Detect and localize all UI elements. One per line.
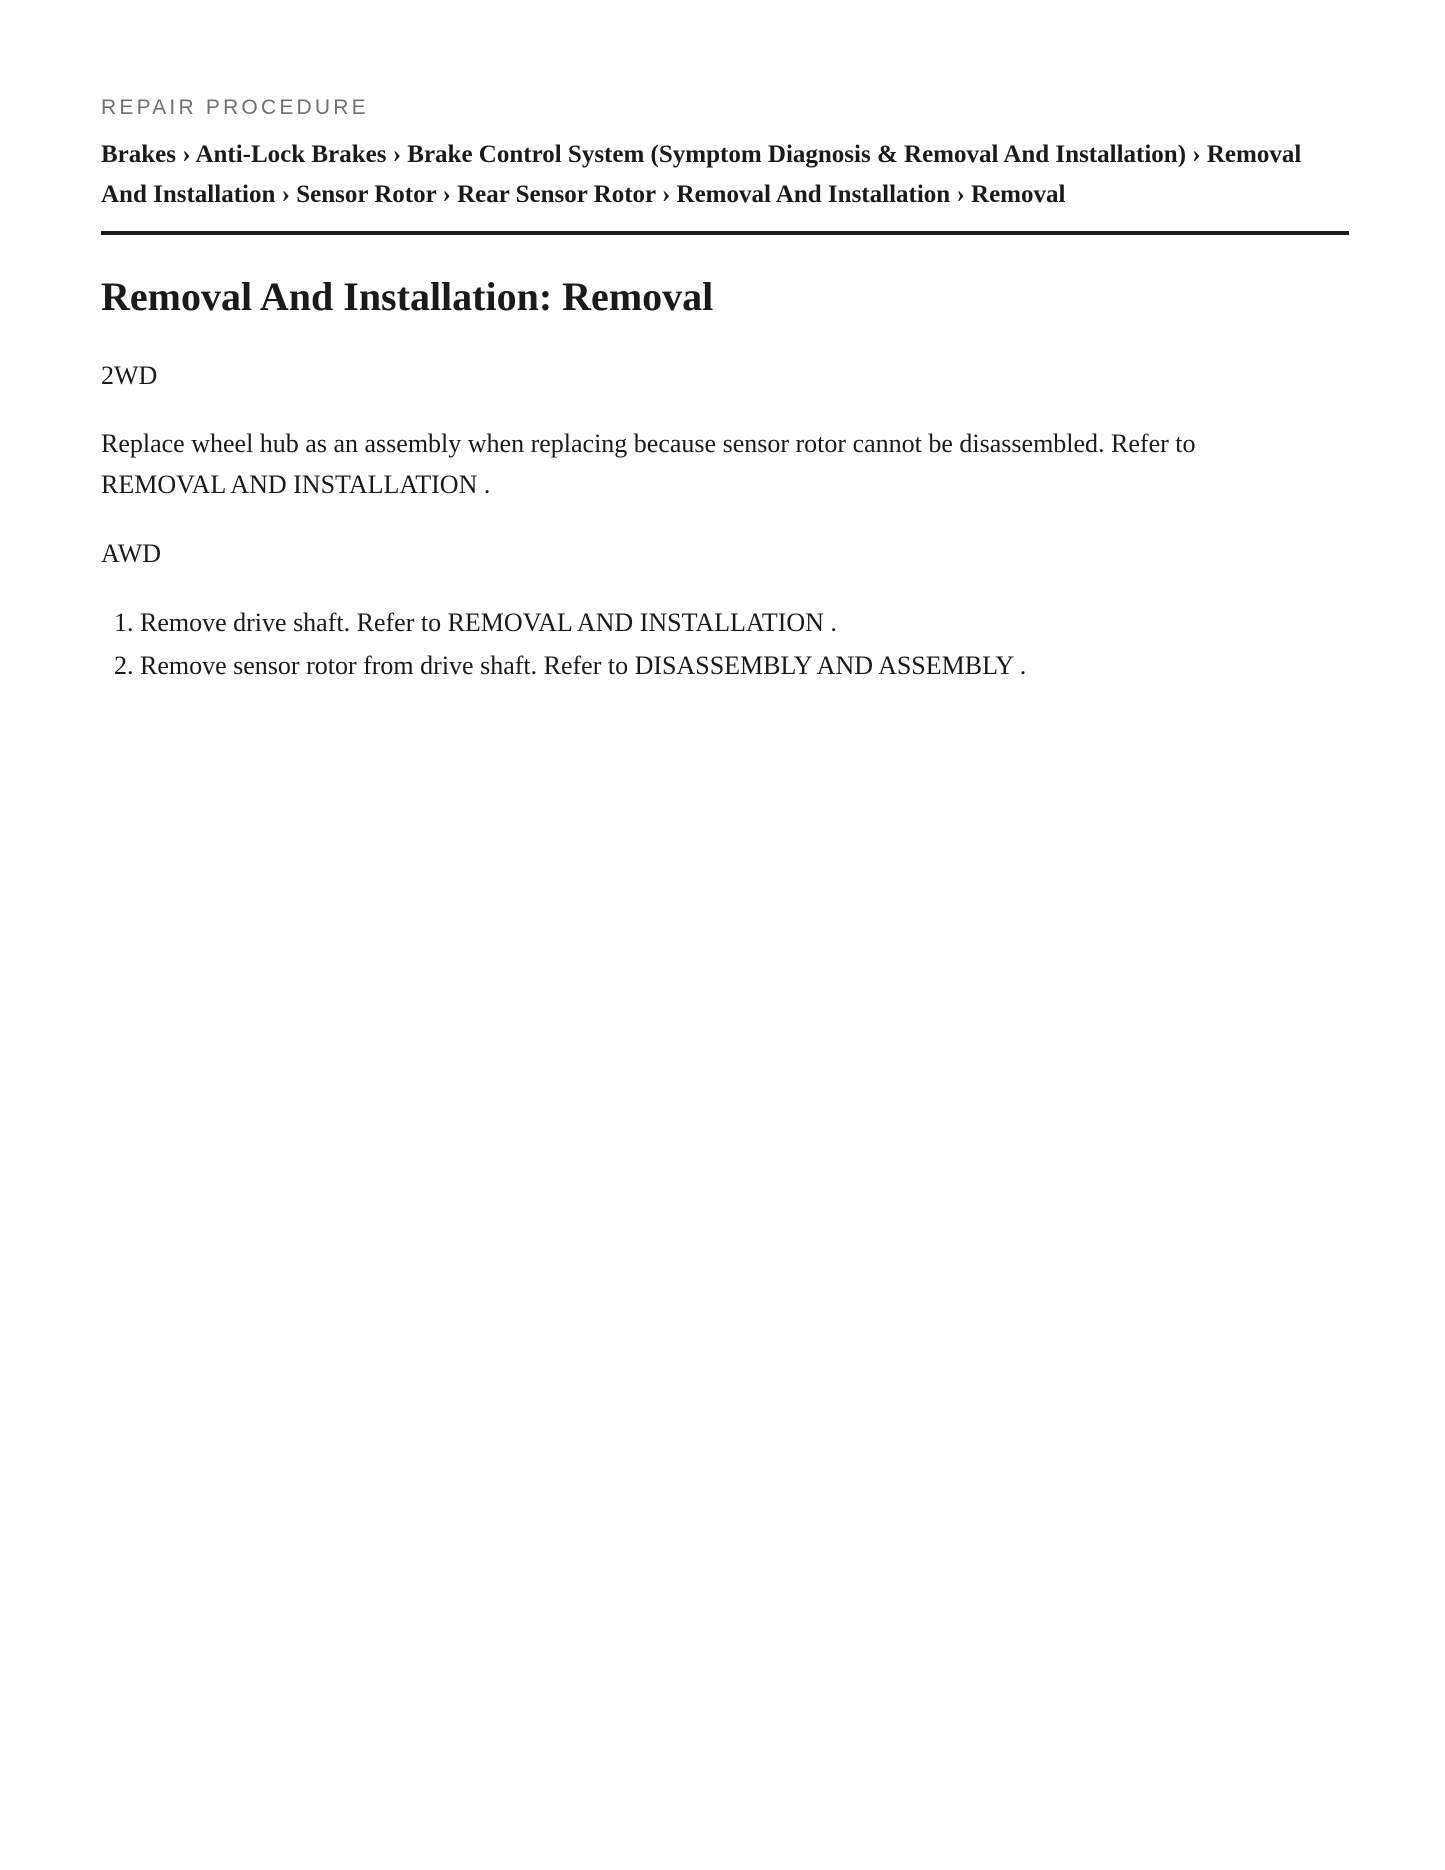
breadcrumb-separator: › <box>281 181 290 208</box>
breadcrumb-item[interactable]: Sensor Rotor <box>296 181 437 208</box>
breadcrumb-item-current: Removal <box>971 181 1066 208</box>
page-title: Removal And Installation: Removal <box>101 274 714 319</box>
procedure-step: 2. Remove sensor rotor from drive shaft. Refer to DISASSEMBLY AND ASSEMBLY . <box>140 644 1349 687</box>
breadcrumb-separator: › <box>442 181 451 208</box>
breadcrumb-item[interactable]: Brake Control System (Symptom Diagnosis & Removal And Installation) <box>407 141 1187 168</box>
breadcrumb-separator: › <box>661 181 671 208</box>
document-page <box>101 95 1349 687</box>
breadcrumb-item[interactable]: Removal And Installation <box>676 181 951 208</box>
section-kicker: REPAIR PROCEDURE <box>101 96 369 119</box>
breadcrumb-separator: › <box>956 181 965 208</box>
procedure-step: 1. Remove drive shaft. Refer to REMOVAL AND INSTALLATION . <box>140 601 1349 644</box>
breadcrumb-separator: › <box>392 141 402 168</box>
breadcrumb-item[interactable]: Rear Sensor Rotor <box>457 181 656 208</box>
section-label-2wd: 2WD <box>101 361 158 390</box>
breadcrumb-item[interactable]: Removal And Installation <box>101 141 1302 208</box>
breadcrumb <box>101 135 1349 235</box>
breadcrumb-item[interactable]: Brakes <box>101 141 176 168</box>
breadcrumb-separator: › <box>1192 141 1201 168</box>
instruction-paragraph: Replace wheel hub as an assembly when replacing because sensor rotor cannot be disassembled. Refer to REMOVAL AND INSTALLATION . <box>101 429 1196 499</box>
section-label-awd: AWD <box>101 539 162 568</box>
procedure-steps <box>101 601 1349 687</box>
breadcrumb-item[interactable]: Anti-Lock Brakes <box>195 141 387 168</box>
breadcrumb-separator: › <box>182 141 191 168</box>
